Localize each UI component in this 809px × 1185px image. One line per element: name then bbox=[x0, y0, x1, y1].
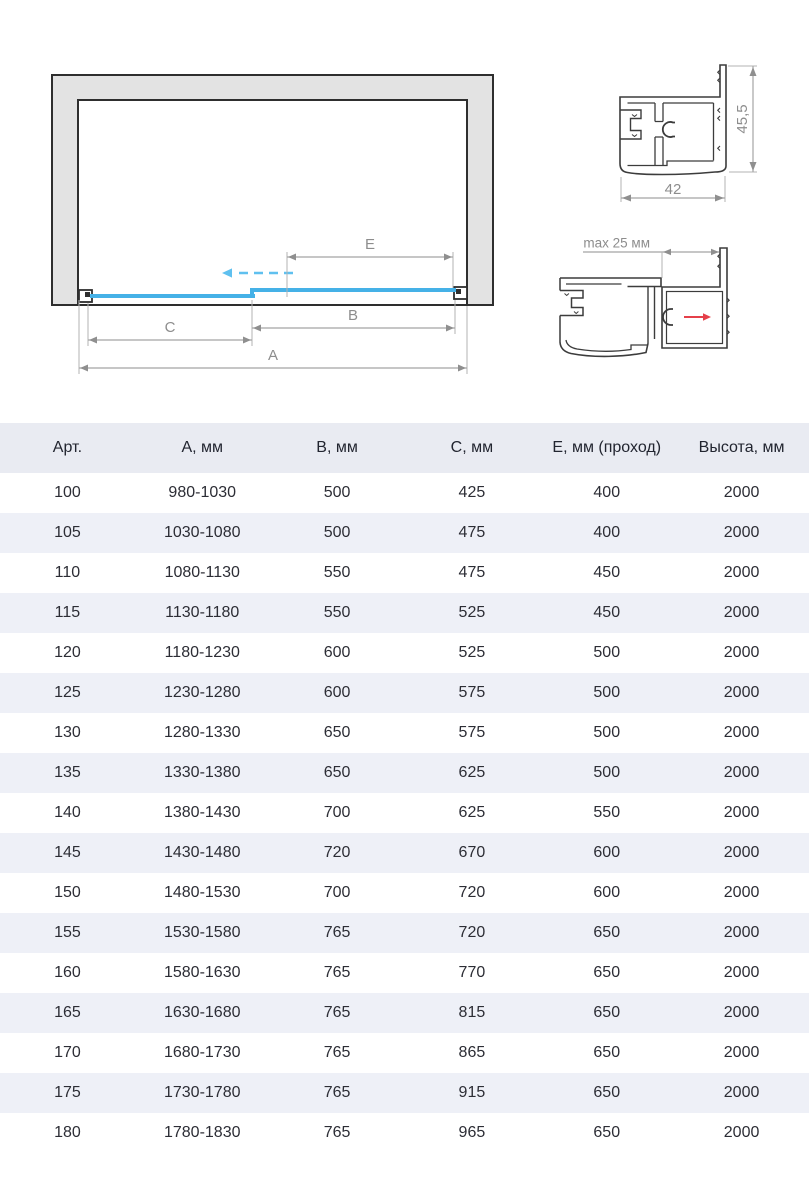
table-row bbox=[0, 593, 809, 633]
table-row bbox=[0, 513, 809, 553]
cell-art: 140 bbox=[54, 804, 81, 821]
cell-a: 1530-1580 bbox=[163, 924, 241, 941]
table-body bbox=[0, 473, 809, 1153]
table-row bbox=[0, 633, 809, 673]
fixed-glass-panel bbox=[90, 294, 255, 298]
cell-b: 765 bbox=[323, 924, 351, 941]
cell-a: 1730-1780 bbox=[163, 1084, 241, 1101]
cell-art: 150 bbox=[54, 884, 81, 901]
cell-e: 400 bbox=[593, 524, 621, 541]
table-row bbox=[0, 913, 809, 953]
cell-b: 500 bbox=[323, 484, 351, 501]
cell-height: 2000 bbox=[723, 1004, 760, 1021]
cell-art: 170 bbox=[54, 1044, 81, 1061]
cell-a: 1130-1180 bbox=[165, 604, 240, 621]
dim-label-max-adjust: max 25 мм bbox=[583, 235, 650, 251]
cell-art: 110 bbox=[54, 564, 81, 581]
cell-c: 915 bbox=[458, 1084, 486, 1101]
header-a: А, мм bbox=[181, 439, 224, 456]
cell-art: 100 bbox=[54, 484, 81, 501]
profile-section-closed bbox=[620, 65, 726, 175]
cell-c: 475 bbox=[458, 564, 486, 581]
cell-art: 105 bbox=[54, 524, 81, 541]
cell-e: 650 bbox=[593, 1004, 621, 1021]
cell-a: 1080-1130 bbox=[164, 564, 240, 581]
max-adjust-dimension bbox=[583, 252, 719, 278]
cell-height: 2000 bbox=[723, 1124, 760, 1141]
cell-c: 575 bbox=[458, 684, 486, 701]
cell-art: 120 bbox=[54, 644, 81, 661]
cell-height: 2000 bbox=[723, 484, 760, 501]
size-table bbox=[0, 423, 809, 1153]
table-row bbox=[0, 753, 809, 793]
cell-height: 2000 bbox=[723, 804, 760, 821]
cell-c: 670 bbox=[458, 844, 486, 861]
cell-b: 600 bbox=[323, 684, 351, 701]
header-height: Высота, мм bbox=[698, 439, 785, 456]
cell-art: 130 bbox=[54, 724, 81, 741]
cell-a: 1630-1680 bbox=[163, 1004, 241, 1021]
cell-c: 720 bbox=[458, 924, 486, 941]
cell-height: 2000 bbox=[723, 964, 760, 981]
table-row bbox=[0, 473, 809, 513]
plan-view bbox=[52, 75, 493, 305]
cell-e: 550 bbox=[593, 804, 621, 821]
cell-c: 815 bbox=[458, 1004, 486, 1021]
dim-label-width-42: 42 bbox=[664, 181, 682, 198]
cell-a: 1680-1730 bbox=[163, 1044, 241, 1061]
cell-b: 765 bbox=[323, 964, 351, 981]
cell-height: 2000 bbox=[723, 524, 760, 541]
table-row bbox=[0, 953, 809, 993]
cell-e: 650 bbox=[593, 1084, 621, 1101]
table-row bbox=[0, 1113, 809, 1153]
table-row bbox=[0, 833, 809, 873]
header-art: Арт. bbox=[52, 439, 83, 456]
table-row bbox=[0, 673, 809, 713]
cell-e: 450 bbox=[593, 604, 621, 621]
cell-e: 500 bbox=[593, 764, 621, 781]
cell-b: 550 bbox=[323, 604, 351, 621]
cell-height: 2000 bbox=[723, 684, 760, 701]
cell-height: 2000 bbox=[723, 1084, 760, 1101]
cell-b: 720 bbox=[323, 844, 351, 861]
cell-art: 180 bbox=[54, 1124, 81, 1141]
cell-b: 765 bbox=[323, 1084, 351, 1101]
cell-art: 125 bbox=[54, 684, 81, 701]
cell-c: 525 bbox=[458, 604, 486, 621]
cell-c: 625 bbox=[458, 804, 486, 821]
cell-height: 2000 bbox=[723, 724, 760, 741]
table-row bbox=[0, 713, 809, 753]
cell-e: 650 bbox=[593, 1124, 621, 1141]
cell-a: 1180-1230 bbox=[164, 644, 240, 661]
cell-b: 765 bbox=[323, 1004, 351, 1021]
cell-art: 145 bbox=[54, 844, 81, 861]
cell-a: 1380-1430 bbox=[163, 804, 241, 821]
cell-c: 720 bbox=[458, 884, 486, 901]
cell-e: 650 bbox=[593, 964, 621, 981]
cell-b: 765 bbox=[323, 1124, 351, 1141]
cell-a: 1480-1530 bbox=[163, 884, 241, 901]
cell-e: 450 bbox=[593, 564, 621, 581]
cell-height: 2000 bbox=[723, 764, 760, 781]
cell-c: 525 bbox=[458, 644, 486, 661]
cell-art: 175 bbox=[54, 1084, 81, 1101]
dim-label-c: C bbox=[164, 319, 176, 336]
dim-label-height-45: 45,5 bbox=[734, 104, 751, 134]
profile-outer-contour bbox=[620, 65, 726, 175]
table-row bbox=[0, 993, 809, 1033]
cell-height: 2000 bbox=[723, 564, 760, 581]
cell-height: 2000 bbox=[723, 884, 760, 901]
cell-art: 165 bbox=[54, 1004, 81, 1021]
profile-section-extended bbox=[560, 248, 729, 356]
table-row bbox=[0, 1073, 809, 1113]
cell-e: 500 bbox=[593, 724, 621, 741]
cell-a: 1230-1280 bbox=[163, 684, 241, 701]
cell-b: 765 bbox=[323, 1044, 351, 1061]
cell-a: 1780-1830 bbox=[163, 1124, 241, 1141]
header-e: Е, мм (проход) bbox=[552, 439, 662, 456]
cell-e: 500 bbox=[593, 684, 621, 701]
dim-label-b: B bbox=[347, 307, 359, 324]
table-row bbox=[0, 1033, 809, 1073]
table-row bbox=[0, 793, 809, 833]
cell-a: 1030-1080 bbox=[163, 524, 241, 541]
cell-height: 2000 bbox=[723, 644, 760, 661]
cell-height: 2000 bbox=[723, 844, 760, 861]
table-header-row bbox=[0, 423, 809, 473]
cell-e: 600 bbox=[593, 884, 621, 901]
cell-e: 650 bbox=[593, 1044, 621, 1061]
cell-e: 650 bbox=[593, 924, 621, 941]
cell-height: 2000 bbox=[723, 1044, 760, 1061]
technical-drawing bbox=[0, 0, 809, 420]
cell-art: 115 bbox=[54, 604, 81, 621]
cell-e: 500 bbox=[593, 644, 621, 661]
cell-c: 475 bbox=[458, 524, 486, 541]
cell-c: 425 bbox=[458, 484, 486, 501]
cell-b: 700 bbox=[323, 804, 351, 821]
extension-tube bbox=[662, 248, 727, 348]
cell-b: 650 bbox=[323, 724, 351, 741]
cell-b: 700 bbox=[323, 884, 351, 901]
cell-c: 625 bbox=[458, 764, 486, 781]
cell-height: 2000 bbox=[723, 924, 760, 941]
cell-a: 980-1030 bbox=[168, 484, 237, 501]
cell-art: 135 bbox=[54, 764, 81, 781]
cell-height: 2000 bbox=[723, 604, 760, 621]
cell-a: 1280-1330 bbox=[163, 724, 241, 741]
cell-a: 1580-1630 bbox=[163, 964, 241, 981]
cell-a: 1430-1480 bbox=[163, 844, 241, 861]
cell-b: 500 bbox=[323, 524, 351, 541]
cell-b: 550 bbox=[323, 564, 351, 581]
cell-b: 600 bbox=[323, 644, 351, 661]
cell-c: 575 bbox=[458, 724, 486, 741]
cell-b: 650 bbox=[323, 764, 351, 781]
header-b: В, мм bbox=[316, 439, 358, 456]
cell-c: 770 bbox=[458, 964, 486, 981]
cell-e: 400 bbox=[593, 484, 621, 501]
dim-label-a: A bbox=[267, 347, 279, 364]
table-row bbox=[0, 873, 809, 913]
header-c: С, мм bbox=[450, 439, 494, 456]
cell-c: 865 bbox=[458, 1044, 486, 1061]
dim-label-e: E bbox=[364, 236, 376, 253]
cell-a: 1330-1380 bbox=[163, 764, 241, 781]
cell-art: 155 bbox=[54, 924, 81, 941]
cell-c: 965 bbox=[458, 1124, 486, 1141]
cell-art: 160 bbox=[54, 964, 81, 981]
cell-e: 600 bbox=[593, 844, 621, 861]
table-row bbox=[0, 553, 809, 593]
